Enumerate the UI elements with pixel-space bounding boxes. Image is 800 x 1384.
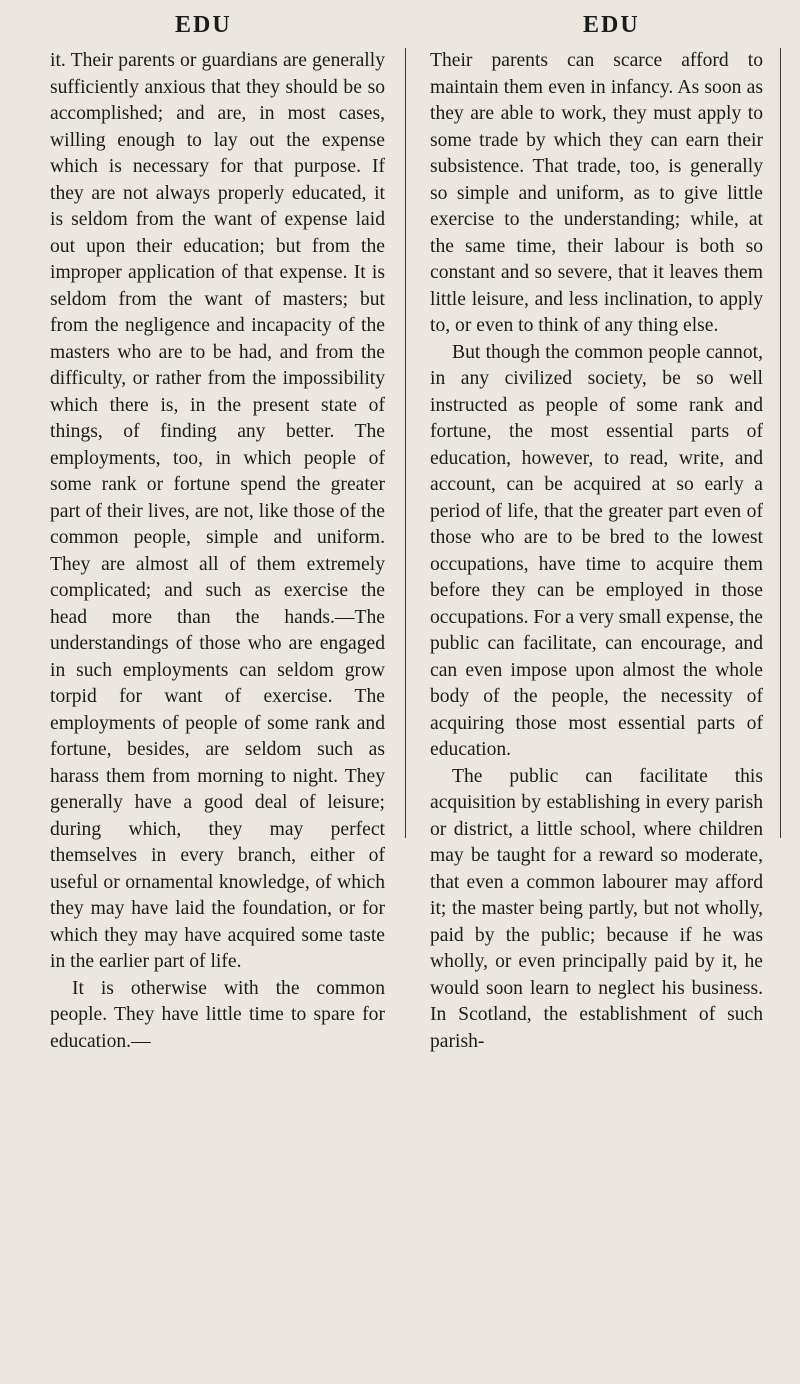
paragraph: it. Their parents or guardians are generally sufficiently anxious that they should be so accomplished; and are, in most cases, willing enough to lay out the expense which is necessary for that purpose. If they are not always properly educated, it is seldom from the want of expense laid out upon their education; but from the improper application of that expense. It is seldom from the want of masters; but from the negligence and incapacity of the masters who are to be had, and from the difficulty, or rather from the impossibility which there is, in the present state of things, of finding any better. The employments, too, in which people of some rank or fortune spend the greater part of their lives, are not, like those of the common people, simple and uniform. They are almost all of them extremely complicated; and such as exercise the head more than the hands.—The understandings of those who are engaged in such employments can seldom grow torpid for want of exercise. The employments of people of some rank and fortune, besides, are seldom such as harass them from morning to night. They generally have a good deal of leisure; during which, they may perfect themselves in every branch, either of useful or ornamental knowledge, of which they may have laid the foundation, or for which they may have acquired some taste in the earlier part of life. <box>50 50 385 972</box>
running-head-right: EDU <box>583 12 640 38</box>
paragraph: Their parents can scarce afford to maintain them even in infancy. As soon as they are able to work, they must apply to some trade by which they can earn their subsistence. That trade, too, is generally so simple and uniform, as to give little exercise to the understanding; while, at the same time, their labour is both so constant and so severe, that it leaves them little leisure, and less inclination, to apply to, or even to think of any thing else. <box>430 50 763 336</box>
left-column <box>50 48 385 1055</box>
right-margin-rule <box>780 48 781 838</box>
column-divider <box>405 48 406 838</box>
paragraph: It is otherwise with the common people. They have little time to spare for education.— <box>50 977 385 1052</box>
paragraph: The public can facilitate this acquisition by establishing in every parish or district, a little school, where children may be taught for a reward so moderate, that even a common labourer may afford it; the master being partly, but not wholly, paid by the public; because if he was wholly, or even principally paid by it, he would soon learn to neglect his business. In Scotland, the establishment of such parish- <box>430 765 763 1052</box>
running-head-left: EDU <box>175 12 232 38</box>
right-column <box>430 48 763 1055</box>
paragraph: But though the common people cannot, in any civilized society, be so well instructed as people of some rank and fortune, the most essential parts of education, however, to read, write, and account, can be acquired at so early a period of life, that the greater part even of those who are to be bred to the lowest occupations, have time to acquire them before they can be employed in those occupations. For a very small expense, the public can facilitate, can encourage, and can even impose upon almost the whole body of the people, the necessity of acquiring those most essential parts of education. <box>430 341 763 760</box>
